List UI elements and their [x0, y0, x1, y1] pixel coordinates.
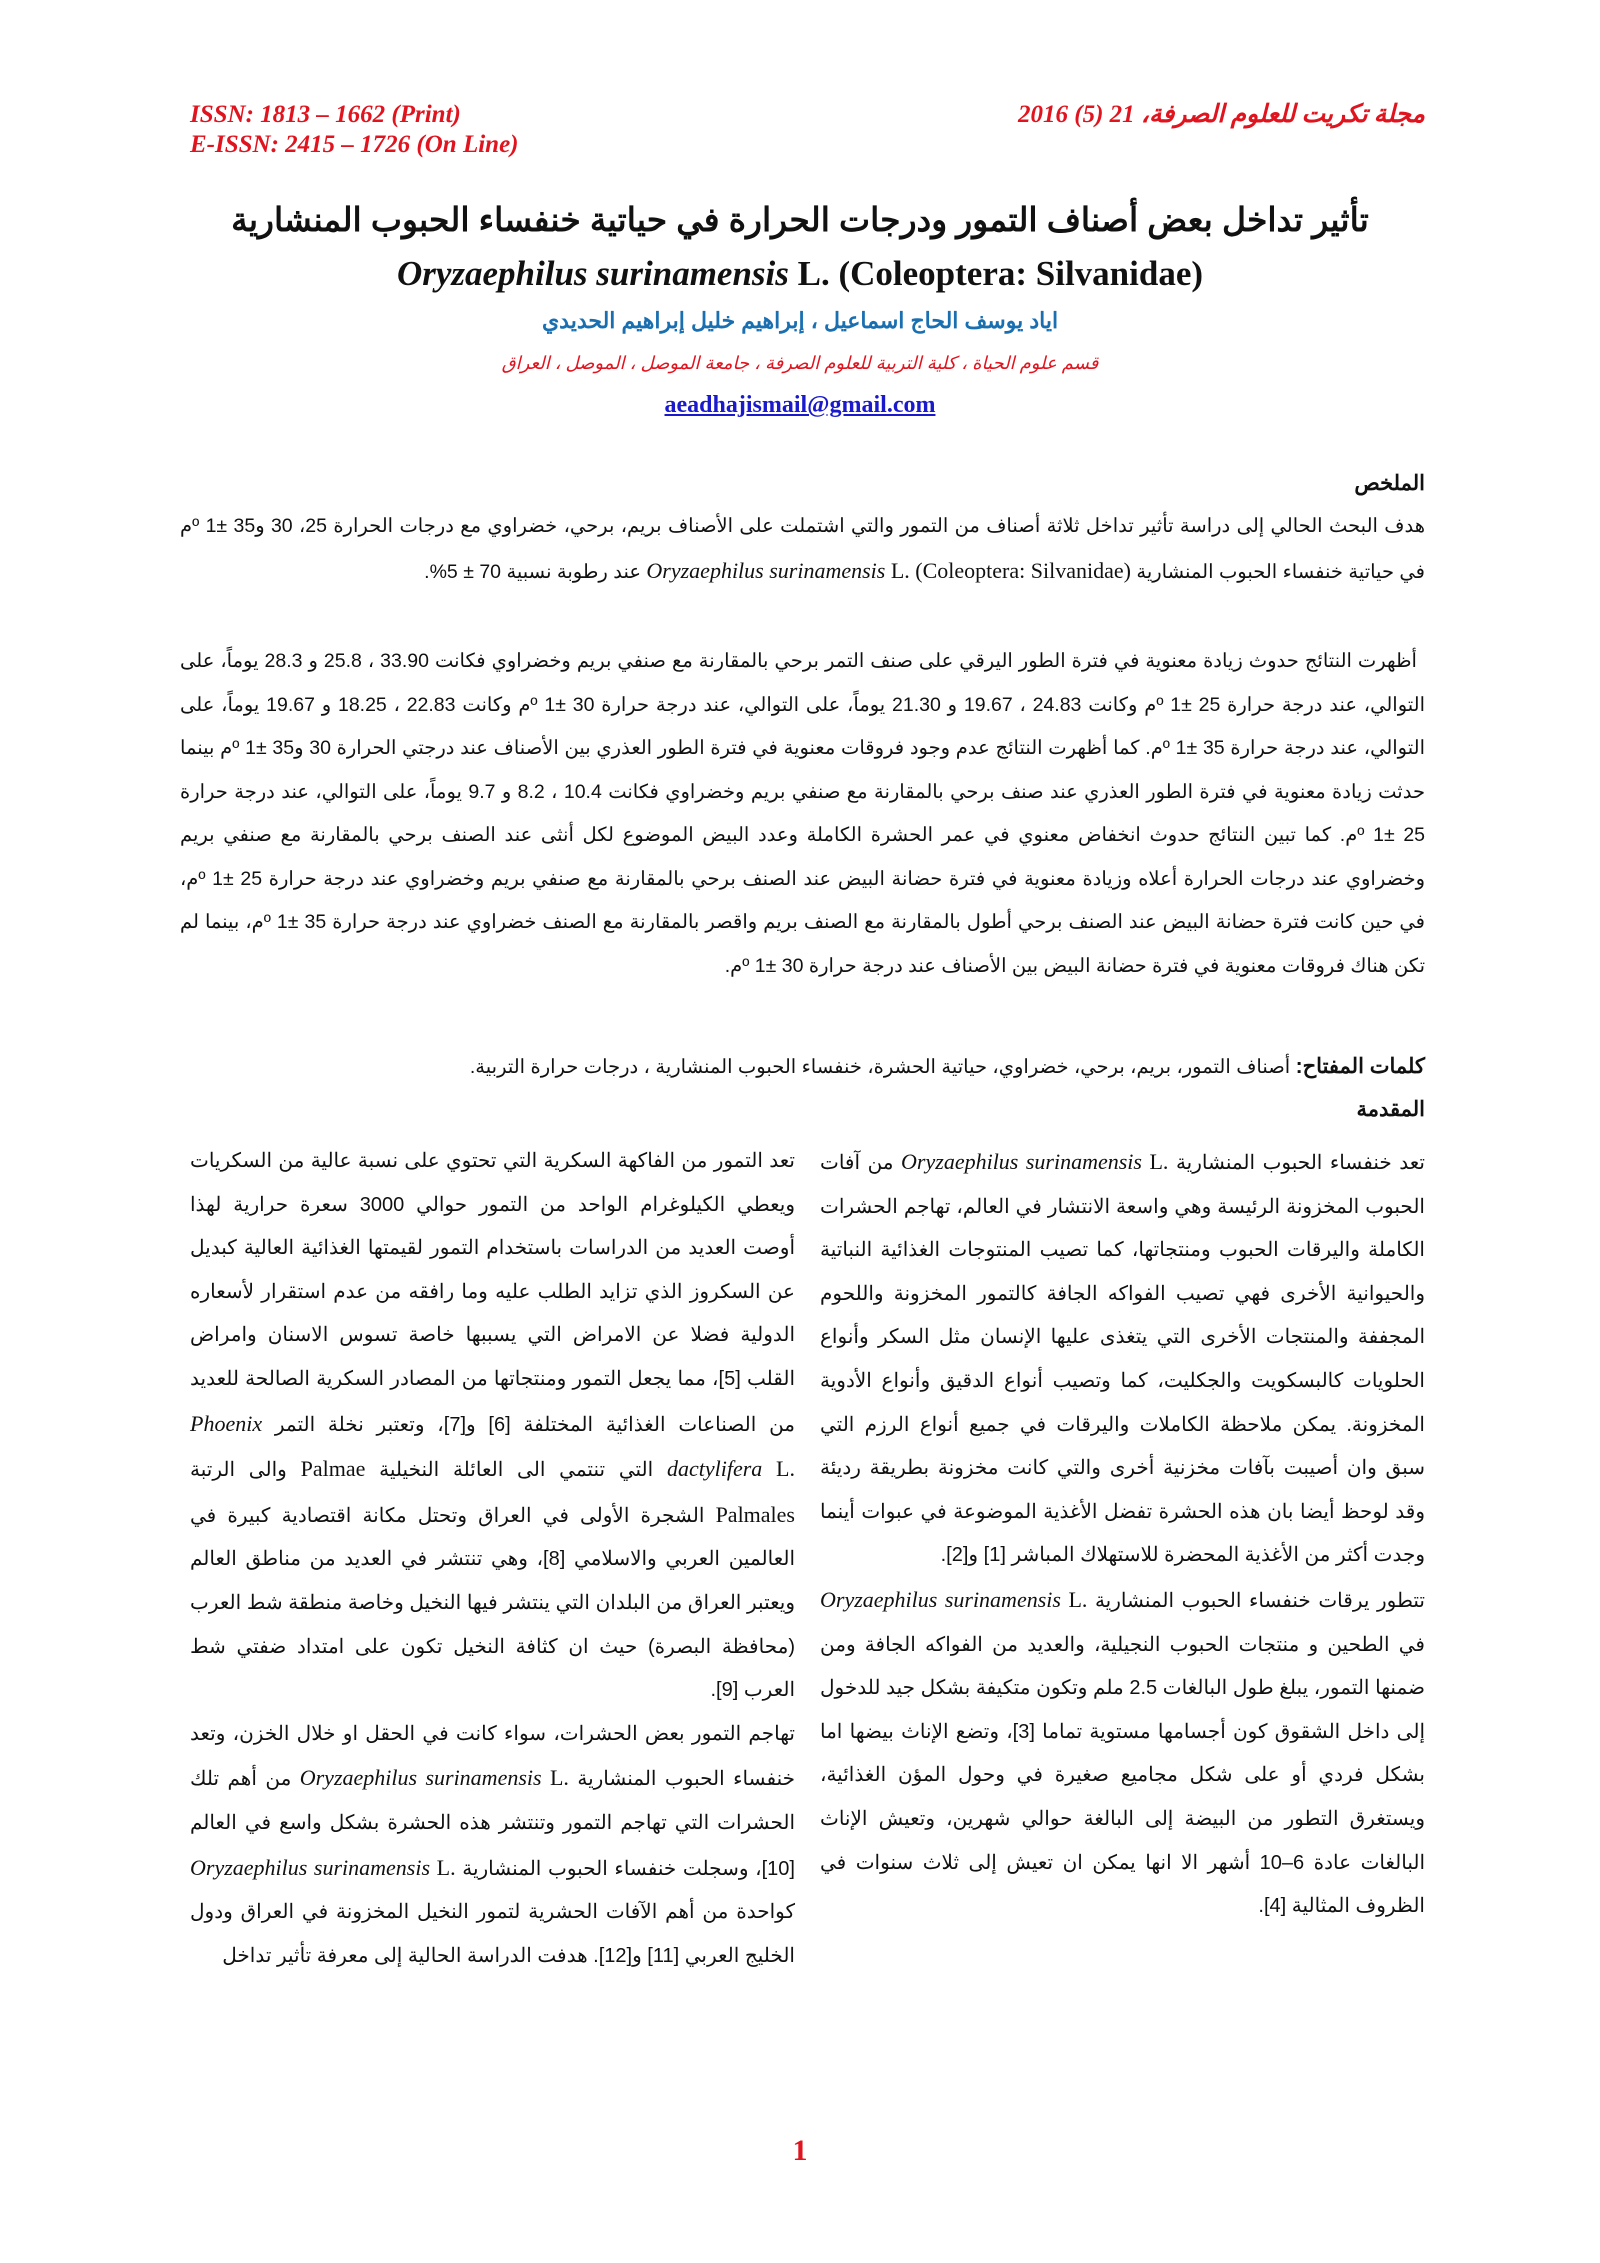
species-rest: L. [541, 1765, 569, 1791]
intro-right-column [820, 1140, 1425, 1929]
abstract-paragraph-1 [180, 505, 1425, 594]
authors: اياد يوسف الحاج اسماعيل ، إبراهيم خليل إبراهيم الحديدي [541, 308, 1059, 333]
abstract-paragraph-2: أظهرت النتائج حدوث زيادة معنوية في فترة الطور اليرقي على صنف التمر برحي بالمقارنة مع صنفي بريم وخضراوي فكانت 33.90 ، 25.8 و 28.3 يوماً، على التوالي، عند درجة حرارة 25 ±1 ºم وكانت 24.83 ، 19.67 و 21.30 يوماً، على التوالي، عند درجة حرارة 30 ±1 ºم وكانت 22.83 ، 18.25 و 19.67 يوماً، على التوالي، عند درجة حرارة 35 ±1 ºم. كما أظهرت النتائج عدم وجود فروقات معنوية في فترة الطور العذري بين الأصناف عند درجتي الحرارة 30 و35 ±1 ºم بينما حدثت زيادة معنوية في فترة الطور العذري عند صنف برحي بالمقارنة مع صنفي بريم وخضراوي فكانت 10.4 ، 8.2 و 9.7 يوماً، على التوالي، عند درجة حرارة 25 ±1 ºم. كما تبين النتائج حدوث انخفاض معنوي في عمر الحشرة الكاملة وعدد البيض الموضوع لكل أنثى عند الصنف برحي بالمقارنة مع صنفي بريم وخضراوي عند درجات الحرارة أعلاه وزيادة معنوية في فترة حضانة البيض عند الصنف برحي بالمقارنة مع صنفي بريم وخضراوي عند درجة حرارة 25 ±1 ºم، في حين كانت فترة حضانة البيض عند الصنف برحي أطول بالمقارنة مع الصنف بريم واقصر بالمقارنة مع الصنف خضراوي عند درجة حرارة 35 ±1 ºم، بينما لم تكن هناك فروقات معنوية في فترة حضانة البيض بين الأصناف عند درجة حرارة 30 ±1 ºم. [180, 650, 1426, 977]
text: والى الرتبة [190, 1459, 287, 1482]
email-link[interactable]: aeadhajismail@gmail.com [664, 392, 936, 418]
text: كواحدة من أهم الآفات الحشرية لتمور النخيل المخزونة في العراق ودول الخليج العربي [11] و[12]. هدفت الدراسة الحالية إلى معرفة تأثير تداخل [190, 1901, 795, 1967]
text: تتطور يرقات خنفساء الحبوب المنشارية [1094, 1589, 1425, 1612]
species-name: Oryzaephilus surinamensis [299, 1765, 542, 1791]
page-number: 1 [792, 2134, 808, 2167]
species [300, 1765, 569, 1790]
intro-paragraph [820, 1140, 1425, 1578]
intro-paragraph [190, 1713, 795, 1979]
keywords [180, 1045, 1425, 1090]
text: الشجرة الأولى في العراق وتحتل مكانة اقتصادية كبيرة في العالمين العربي والاسلامي [8]، وهي تنتشر في العديد من مناطق العالم ويعتبر العراق من البلدان التي ينتشر فيها النخيل وخاصة منطقة شط العرب (محافظة البصرة) حيث ان كثافة النخيل تكون على امتداد ضفتي شط العرب [9]. [190, 1504, 796, 1702]
abstract-heading: الملخص [1354, 472, 1425, 495]
species-rest: L. [1060, 1586, 1088, 1612]
species [190, 1855, 456, 1880]
journal-citation: مجلة تكريت للعلوم الصرفة، 21 (5) 2016 [1017, 101, 1425, 128]
keywords-label: كلمات المفتاح: [1295, 1055, 1425, 1078]
issn-print: ISSN: 1813 – 1662 (Print) [190, 101, 461, 128]
species-name: Phoenix dactylifera [190, 1410, 763, 1482]
species-name: Oryzaephilus surinamensis [190, 1854, 431, 1880]
title-species-rest: L. (Coleoptera: Silvanidae) [788, 254, 1204, 293]
title-species-name: Oryzaephilus surinamensis [396, 254, 789, 293]
text: من آفات الحبوب المخزونة الرئيسة وهي واسعة الانتشار في العالم، تهاجم الحشرات الكاملة واليرقات الحبوب ومنتجاتها، كما تصيب المنتوجات الغذائية النباتية والحيوانية الأخرى فهي تصيب الفواكه الجافة كالتمور المخزونة واللحوم المجففة والمنتجات الأخرى التي يتغذى عليها الإنسان مثل السكر وأنواع الحلويات كالبسكويت والجكليت، كما وتصيب أنواع الدقيق وأنواع الأدوية المخزونة. يمكن ملاحظة الكاملات واليرقات في جميع أنواع الرزم التي سبق وان أصيبت بآفات مخزنية أخرى والتي كانت مخزونة بطريقة رديئة وقد لوحظ أيضا بان هذه الحشرة تفضل الأغذية الموضوعة في عبوات أينما وجدت أكثر من الأغذية المحضرة للاستهلاك المباشر [1] و[2]. [820, 1152, 1425, 1567]
keywords-text: أصناف التمور، بريم، برحي، خضراوي، حياتية الحشرة، خنفساء الحبوب المنشارية ، درجات حرارة التربية. [469, 1056, 1296, 1078]
species-name: Oryzaephilus surinamensis [646, 557, 886, 583]
species-rest: L. [762, 1456, 795, 1482]
species-name: Oryzaephilus surinamensis [901, 1149, 1142, 1174]
issn-block [190, 100, 519, 160]
species-name: Oryzaephilus surinamensis [820, 1586, 1061, 1612]
species-rest: L. [430, 1854, 456, 1880]
text: تهاجم التمور بعض الحشرات، سواء كانت في الحقل او خلال الخزن، وتعد خنفساء الحبوب المنشارية [190, 1722, 795, 1791]
email [0, 392, 1600, 419]
abstract-species [646, 558, 1131, 583]
title-species [0, 254, 1600, 294]
abstract-text: هدف البحث الحالي إلى دراسة تأثير تداخل ثلاثة أصناف من التمور والتي اشتملت على الأصناف بريم، برحي، خضراوي مع درجات الحرارة 25، 30 و35 ±1 ºم في حياتية خنفساء الحبوب المنشارية [180, 515, 1426, 583]
text: تعد خنفساء الحبوب المنشارية [1175, 1152, 1425, 1174]
intro-paragraph [190, 1140, 795, 1713]
intro-heading: المقدمة [1356, 1098, 1425, 1121]
species [901, 1149, 1168, 1174]
text: من أهم تلك الحشرات التي تهاجم التمور وتنتشر هذه الحشرة بشكل واسع في العالم [10]، وسجلت خنفساء الحبوب المنشارية [190, 1768, 795, 1880]
abstract-text: عند رطوبة نسبية 70 ± 5%. [424, 560, 641, 583]
intro-left-column [190, 1140, 795, 1978]
species [820, 1587, 1087, 1612]
text: التي تنتمي الى العائلة النخيلية [379, 1459, 654, 1482]
issn-online: E-ISSN: 2415 – 1726 (On Line) [190, 131, 519, 158]
affiliation: قسم علوم الحياة ، كلية التربية للعلوم الصرفة ، جامعة الموصل ، الموصل ، العراق [501, 353, 1099, 373]
text: في الطحين و منتجات الحبوب النجيلية، والعديد من الفواكه الجافة ومن ضمنها التمور، يبلغ طول البالغات 2.5 ملم وتكون متكيفة بشكل جيد للدخول إلى داخل الشقوق كون أجسامها مستوية تماما [3]، وتضع الإناث بيضها اما بشكل فردي أو على شكل مجاميع صغيرة في وحول المؤن الغذائية، ويستغرق التطور من البيضة إلى البالغة حوالي شهرين، وتعيش الإناث البالغات عادة 6–10 أشهر الا انها يمكن ان تعيش إلى ثلاث سنوات في الظروف المثالية [4]. [820, 1633, 1426, 1918]
title-arabic: تأثير تداخل بعض أصناف التمور ودرجات الحرارة في حياتية خنفساء الحبوب المنشارية [231, 201, 1369, 238]
text: تعد التمور من الفاكهة السكرية التي تحتوي على نسبة عالية من السكريات ويعطي الكيلوغرام الواحد من التمور حوالي 3000 سعرة حرارية لهذا أوصت العديد من الدراسات باستخدام التمور لقيمتها الغذائية العالية كبديل عن السكروز الذي تزايد الطلب عليه وما رافقه من عدم استقرار لأسعاره الدولية فضلا عن الامراض التي يسببها خاصة تسوس الاسنان وامراض القلب [5]، مما يجعل التمور ومنتجاتها من المصادر السكرية الصالحة للعديد من الصناعات الغذائية المختلفة [6] و[7]، وتعتبر نخلة التمر [190, 1150, 796, 1436]
family-name: Palmae [300, 1456, 366, 1482]
intro-paragraph [820, 1578, 1425, 1929]
order-name: Palmales [715, 1501, 795, 1527]
species-rest: L. (Coleoptera: Silvanidae) [885, 557, 1131, 583]
species-rest: L. [1141, 1149, 1169, 1174]
